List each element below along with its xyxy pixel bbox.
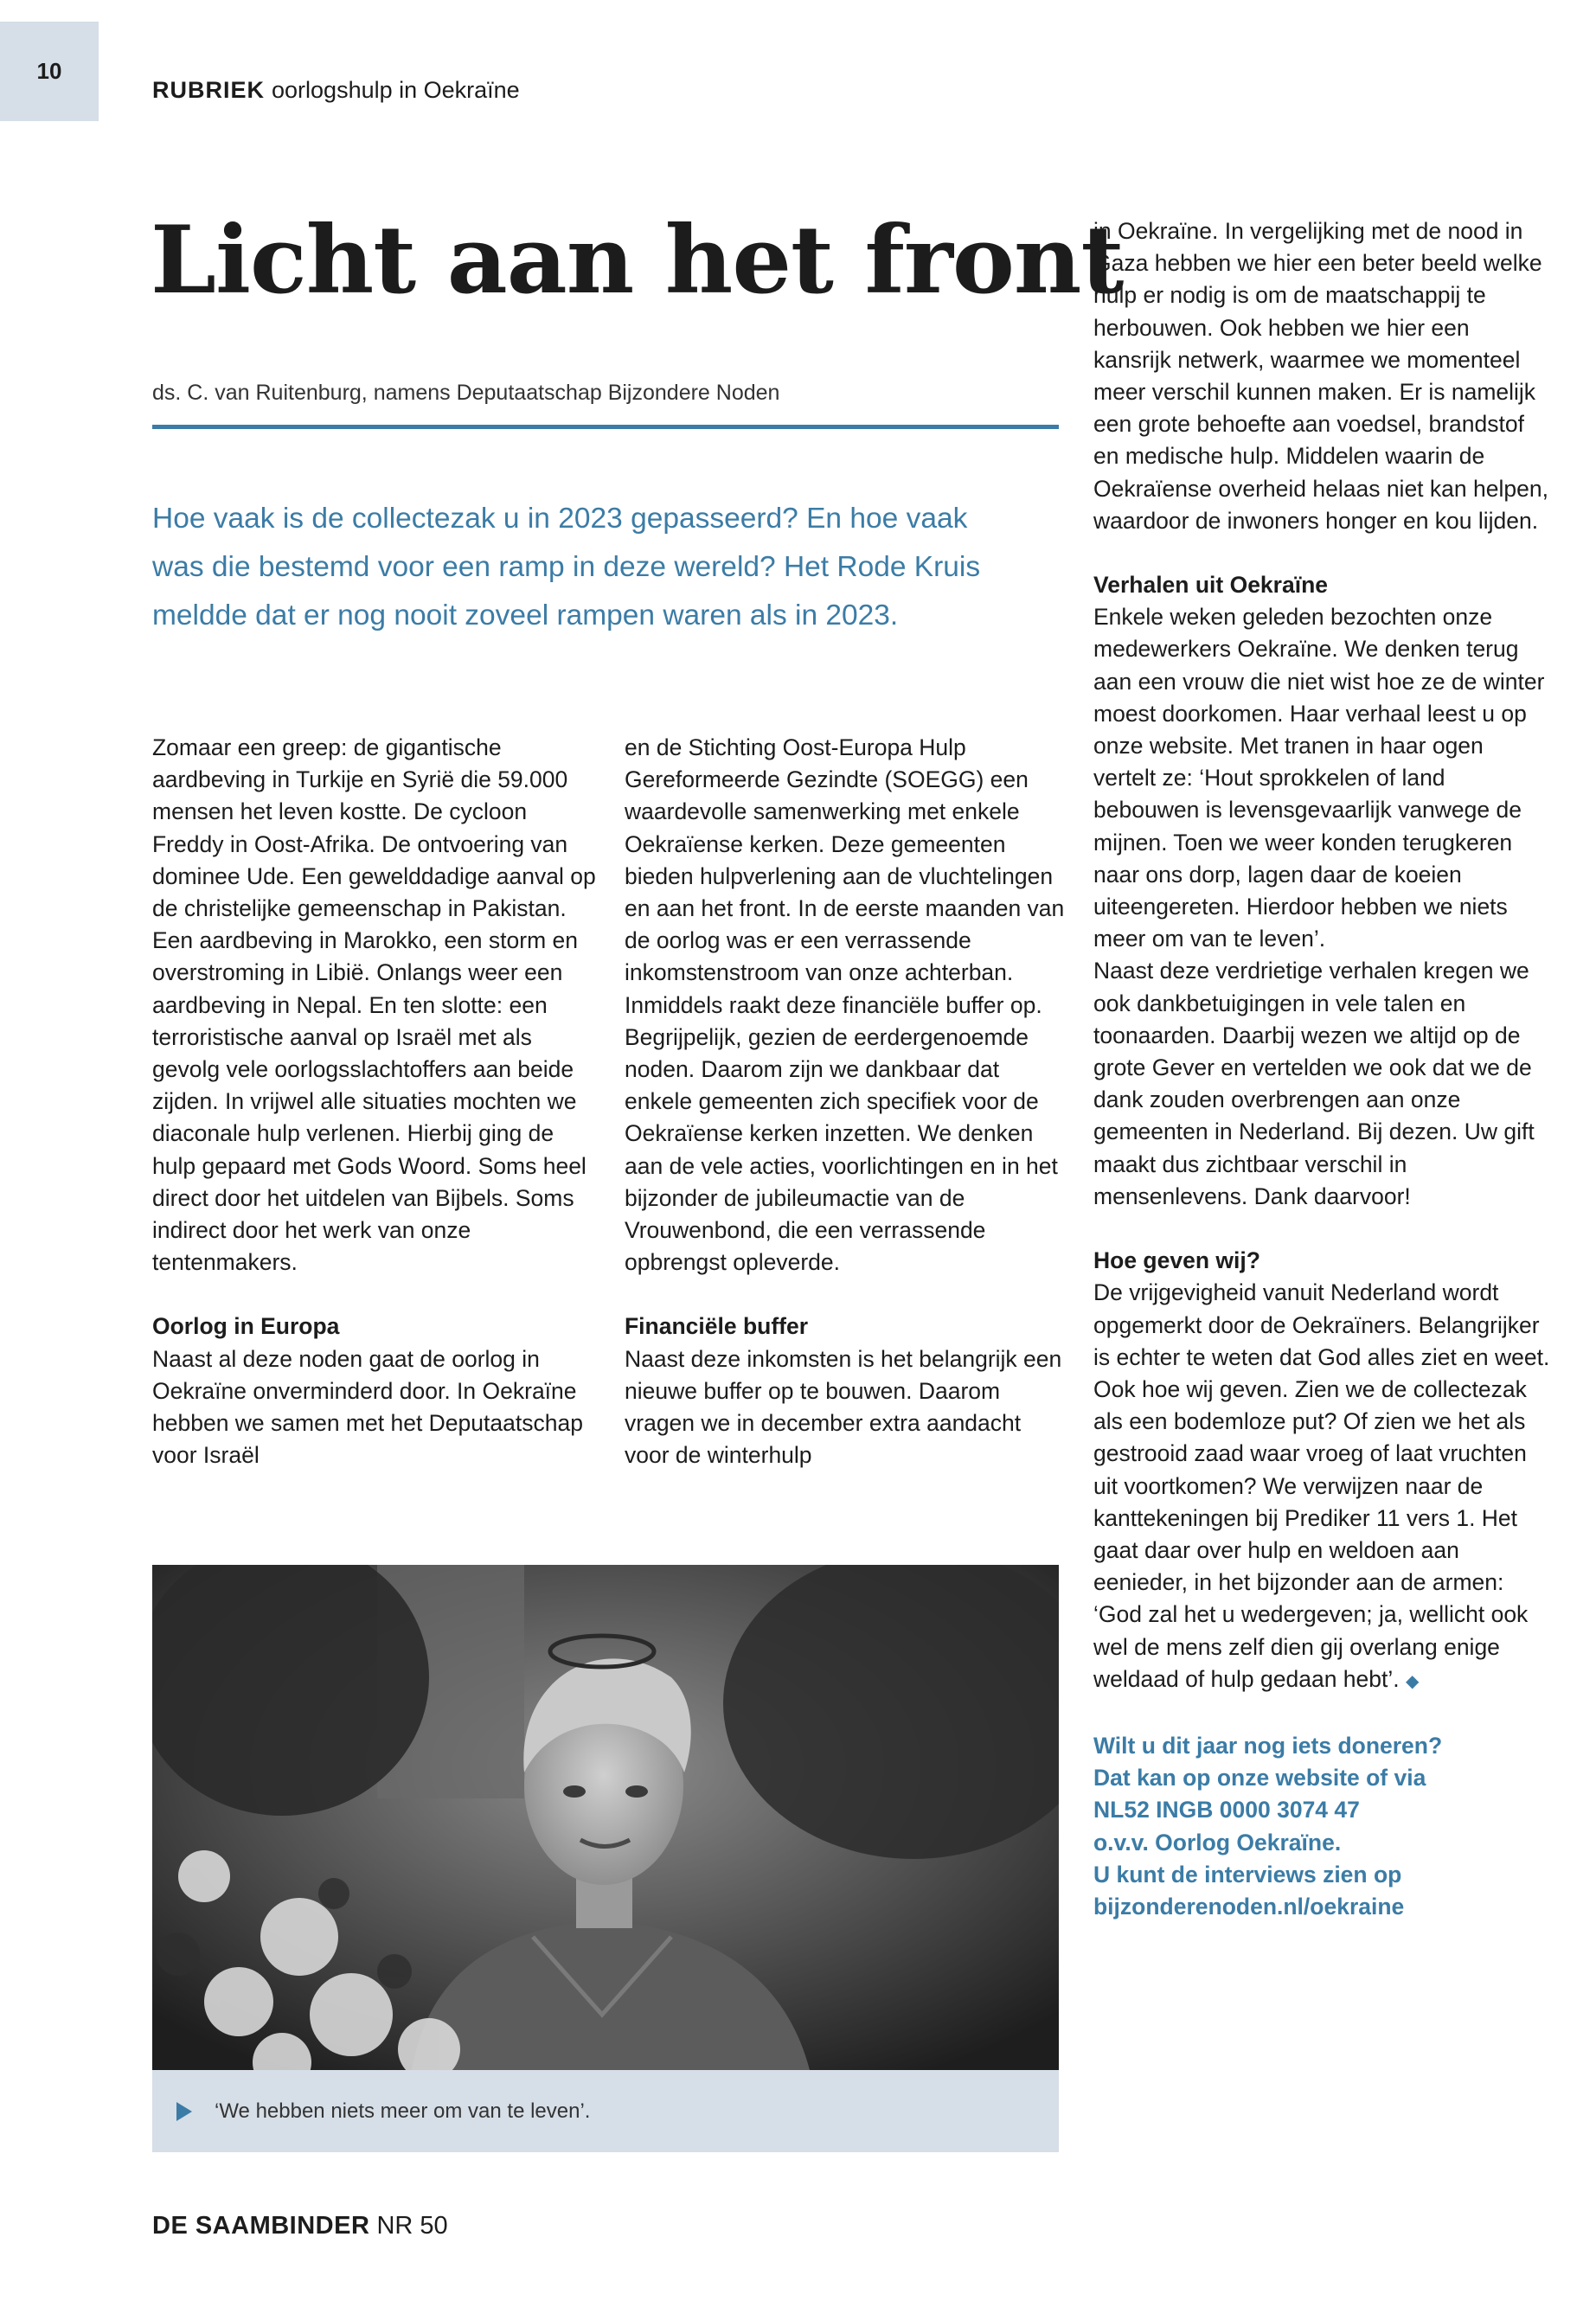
text-column-1	[152, 732, 602, 1471]
cta-website-link[interactable]: bijzonderenoden.nl/oekraine	[1093, 1893, 1405, 1920]
subheading-geven: Hoe geven wij?	[1093, 1247, 1260, 1274]
cta-iban: NL52 INGB 0000 3074 47	[1093, 1797, 1360, 1823]
paragraph-text: De vrijgevigheid vanuit Nederland wordt opgemerkt door de Oekraïners. Belangrijker is echter te weten dat God alles ziet en weet. Ook hoe wij geven. Zien we de collectezak als een bodemloze put? Of zien we het als gestrooid zaad waar vroeg of laat vruchten uit voortkomen? We verwijzen naar de kanttekeningen bij Prediker 11 vers 1. Het gaat daar over hulp en weldoen aan eenieder, in het bijzonder aan de armen: ‘God zal het u wedergeven; ja, wellicht ook wel de mens zelf dien gij overlang enige weldaad of hulp gedaan hebt’.	[1093, 1279, 1550, 1692]
paragraph: Naast deze inkomsten is het belangrijk een nieuwe buffer op te bouwen. Daarom vragen we in december extra aandacht voor de winterhulp	[625, 1345, 1062, 1469]
article-byline: ds. C. van Ruitenburg, namens Deputaatschap Bijzondere Noden	[152, 381, 780, 405]
section-label	[152, 77, 520, 104]
cta-line: Wilt u dit jaar nog iets doneren?	[1093, 1732, 1443, 1759]
paragraph: Naast deze verdrietige verhalen kregen we ook dankbetuigingen in vele talen en toonaarden. Daarbij wezen we altijd op de grote Gever en vertelden we ook dat we de dank zouden overbrengen aan onze gemeenten in Nederland. Bij dezen. Uw gift maakt dus zichtbaar verschil in mensenlevens. Dank daarvoor!	[1093, 958, 1535, 1209]
cta-line: Dat kan op onze website of via	[1093, 1765, 1426, 1791]
paragraph	[1093, 1277, 1552, 1698]
woman-portrait-illustration	[152, 1565, 1059, 2070]
text-column-3	[1093, 215, 1552, 1923]
subheading-verhalen: Verhalen uit Oekraïne	[1093, 572, 1329, 599]
paragraph: Enkele weken geleden bezochten onze medewerkers Oekraïne. We denken terug aan een vrouw die niet wist hoe ze de winter moest doorkomen. Haar verhaal leest u op onze website. Met tranen in haar ogen vertelt ze: ‘Hout sprokkelen of land bebouwen is levensgevaarlijk vanwege de mijnen. Toen we weer konden terugkeren naar ons dorp, lagen daar de koeien uiteengereten. Hierdoor hebben we niets meer om van te leven’.	[1093, 604, 1545, 952]
article-title: Licht aan het front	[151, 206, 1124, 315]
cta-line: U kunt de interviews zien op	[1093, 1861, 1402, 1888]
photo-caption	[152, 2070, 1059, 2152]
issue-number: NR 50	[376, 2212, 448, 2240]
paragraph: Naast al deze noden gaat de oorlog in Oekraïne onverminderd door. In Oekraïne hebben we samen met het Deputaatschap voor Israël	[152, 1345, 583, 1469]
article-photo	[152, 1565, 1059, 2070]
caption-triangle-icon	[176, 2102, 192, 2121]
paragraph: en de Stichting Oost-Europa Hulp Gereformeerde Gezindte (SOEGG) een waardevolle samenwerking met enkele Oekraïense kerken. Deze gemeenten bieden hulpverlening aan de vluchtelingen en aan het front. In de eerste maanden van de oorlog was er een verrassende inkomstenstroom van onze achterban. Inmiddels raakt deze financiële buffer op. Begrijpelijk, gezien de eerdergenoemde noden. Daarom zijn we dankbaar dat enkele gemeenten zich specifiek voor de Oekraïense kerken inzetten. We denken aan de vele acties, voorlichtingen en in het bijzonder de jubileumactie van de Vrouwenbond, die een verrassende opbrengst opleverde.	[625, 734, 1065, 1276]
subheading-buffer: Financiële buffer	[625, 1313, 809, 1340]
rubriek-topic: oorlogshulp in Oekraïne	[272, 77, 520, 103]
article-lead: Hoe vaak is de collectezak u in 2023 gepasseerd? En hoe vaak was die bestemd voor een ramp in deze wereld? Het Rode Kruis meldde dat er nog nooit zoveel rampen waren als in 2023.	[152, 503, 981, 631]
cta-line: o.v.v. Oorlog Oekraïne.	[1093, 1829, 1342, 1856]
text-column-2	[625, 732, 1066, 1471]
donation-callout	[1093, 1730, 1552, 1923]
magazine-name: DE SAAMBINDER	[152, 2212, 370, 2240]
page-footer	[152, 2212, 448, 2240]
rubriek-label: RUBRIEK	[152, 77, 266, 103]
end-mark-icon: ◆	[1406, 1671, 1420, 1691]
title-divider	[152, 425, 1059, 429]
page-number: 10	[0, 22, 99, 121]
paragraph: Zomaar een greep: de gigantische aardbeving in Turkije en Syrië die 59.000 mensen het leven kostte. De cycloon Freddy in Oost-Afrika. De ontvoering van dominee Ude. Een gewelddadige aanval op de christelijke gemeenschap in Pakistan. Een aardbeving in Marokko, een storm en overstroming in Libië. Onlangs weer een aardbeving in Nepal. En ten slotte: een terroristische aanval op Israël met als gevolg vele oorlogsslachtoffers aan beide zijden. In vrijwel alle situaties mochten we diaconale hulp verlenen. Hierbij ging de hulp gepaard met Gods Woord. Soms heel direct door het uitdelen van Bijbels. Soms indirect door het werk van onze tentenmakers.	[152, 734, 596, 1276]
paragraph: in Oekraïne. In vergelijking met de nood in Gaza hebben we hier een beter beeld welke hulp er nodig is om de maatschappij te herbouwen. Ook hebben we hier een kansrijk netwerk, waarmee we momenteel meer verschil kunnen maken. Er is namelijk een grote behoefte aan voedsel, brandstof en medische hulp. Middelen waarin de Oekraïense overheid helaas niet kan helpen, waardoor de inwoners honger en kou lijden.	[1093, 218, 1548, 534]
caption-text: ‘We hebben niets meer om van te leven’.	[215, 2099, 591, 2123]
subheading-oorlog: Oorlog in Europa	[152, 1313, 340, 1340]
